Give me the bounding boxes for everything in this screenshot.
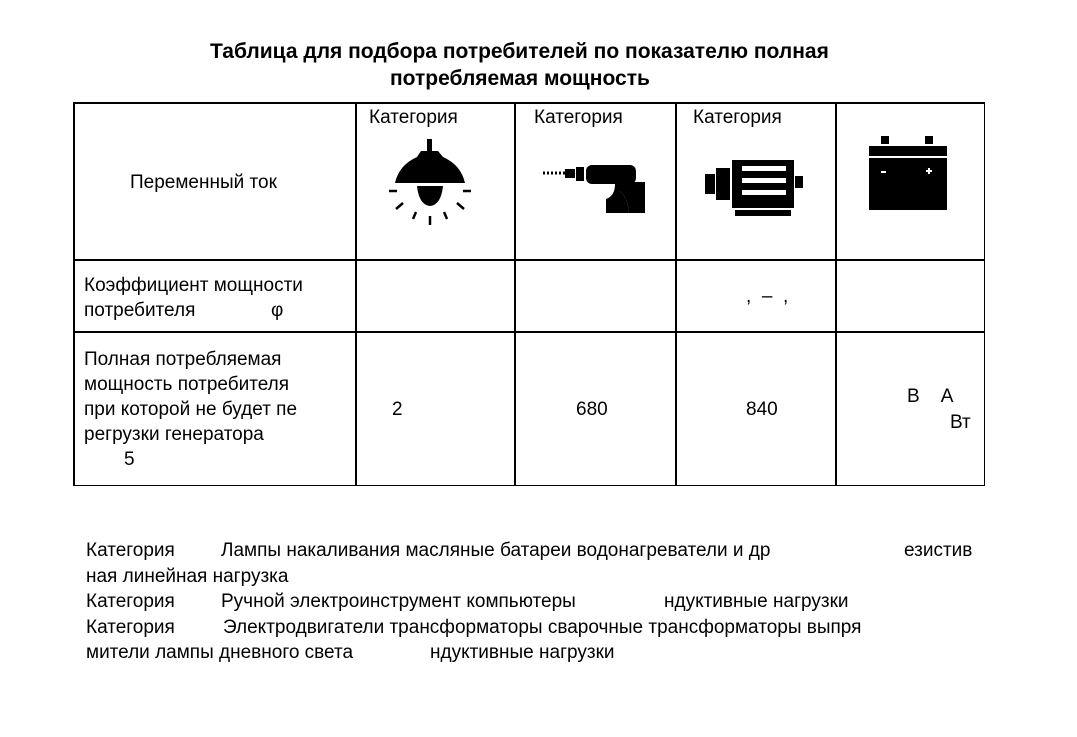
power-value-cat1: 2 [392, 399, 403, 420]
drill-icon [543, 165, 648, 215]
note-line [86, 564, 984, 590]
note-line [86, 589, 984, 615]
category-notes [86, 538, 984, 666]
battery-icon [869, 136, 949, 212]
table-row-divider [73, 331, 985, 333]
ceiling-lamp-icon [385, 139, 475, 229]
table-border-top [73, 102, 985, 104]
note-text: Электродвигатели трансформаторы сварочные трансформаторы выпря [223, 616, 862, 638]
power-unit-va: В А [907, 386, 954, 407]
power-factor-value-cat3: , – , [746, 286, 789, 307]
title-line-1: Таблица для подбора потребителей по показателю полная [210, 40, 829, 63]
consumer-selection-table [73, 102, 985, 486]
note-text: мители лампы дневного света [86, 642, 354, 663]
note-text: Лампы накаливания масляные батареи водонагреватели и др [221, 540, 771, 561]
power-factor-label-2: потребителя [84, 300, 196, 321]
note-text: ндуктивные нагрузки [664, 591, 849, 612]
power-label-4: регрузки генератора [84, 424, 264, 445]
power-value-cat3: 840 [746, 399, 778, 420]
power-label-3: при которой не будет пе [84, 399, 298, 420]
note-text: езистив [904, 540, 973, 561]
power-factor-label-1: Коэффициент мощности [84, 275, 303, 296]
phi-symbol: φ [271, 300, 284, 321]
table-col-divider [835, 102, 837, 486]
note-text: Ручной электроинструмент компьютеры [221, 591, 576, 612]
note-line [86, 615, 984, 641]
row-label-ac: Переменный ток [130, 172, 277, 193]
table-border-right [984, 102, 986, 486]
power-label-1: Полная потребляемая [84, 349, 282, 370]
category-3-label: Категория [693, 107, 782, 128]
category-1-label: Категория [369, 107, 458, 128]
table-border-bottom [73, 485, 985, 487]
title-line-2: потребляемая мощность [390, 67, 650, 90]
electric-motor-icon [699, 154, 809, 219]
category-2-label: Категория [534, 107, 623, 128]
note-text: ндуктивные нагрузки [430, 642, 615, 663]
note-text: ная линейная нагрузка [86, 565, 289, 587]
note-line [86, 640, 984, 666]
note-category-label: Категория [86, 540, 175, 561]
power-unit-w: Вт [950, 412, 971, 433]
table-col-divider [514, 102, 516, 486]
table-row-divider [73, 259, 985, 261]
table-col-divider [675, 102, 677, 486]
note-category-label: Категория [86, 591, 175, 612]
power-label-2: мощность потребителя [84, 374, 290, 395]
table-col-divider [355, 102, 357, 486]
power-value-cat2: 680 [576, 399, 608, 420]
table-border-left [73, 102, 75, 486]
note-line [86, 538, 984, 564]
note-category-label: Категория [86, 616, 175, 638]
power-label-5: 5 [124, 449, 135, 470]
